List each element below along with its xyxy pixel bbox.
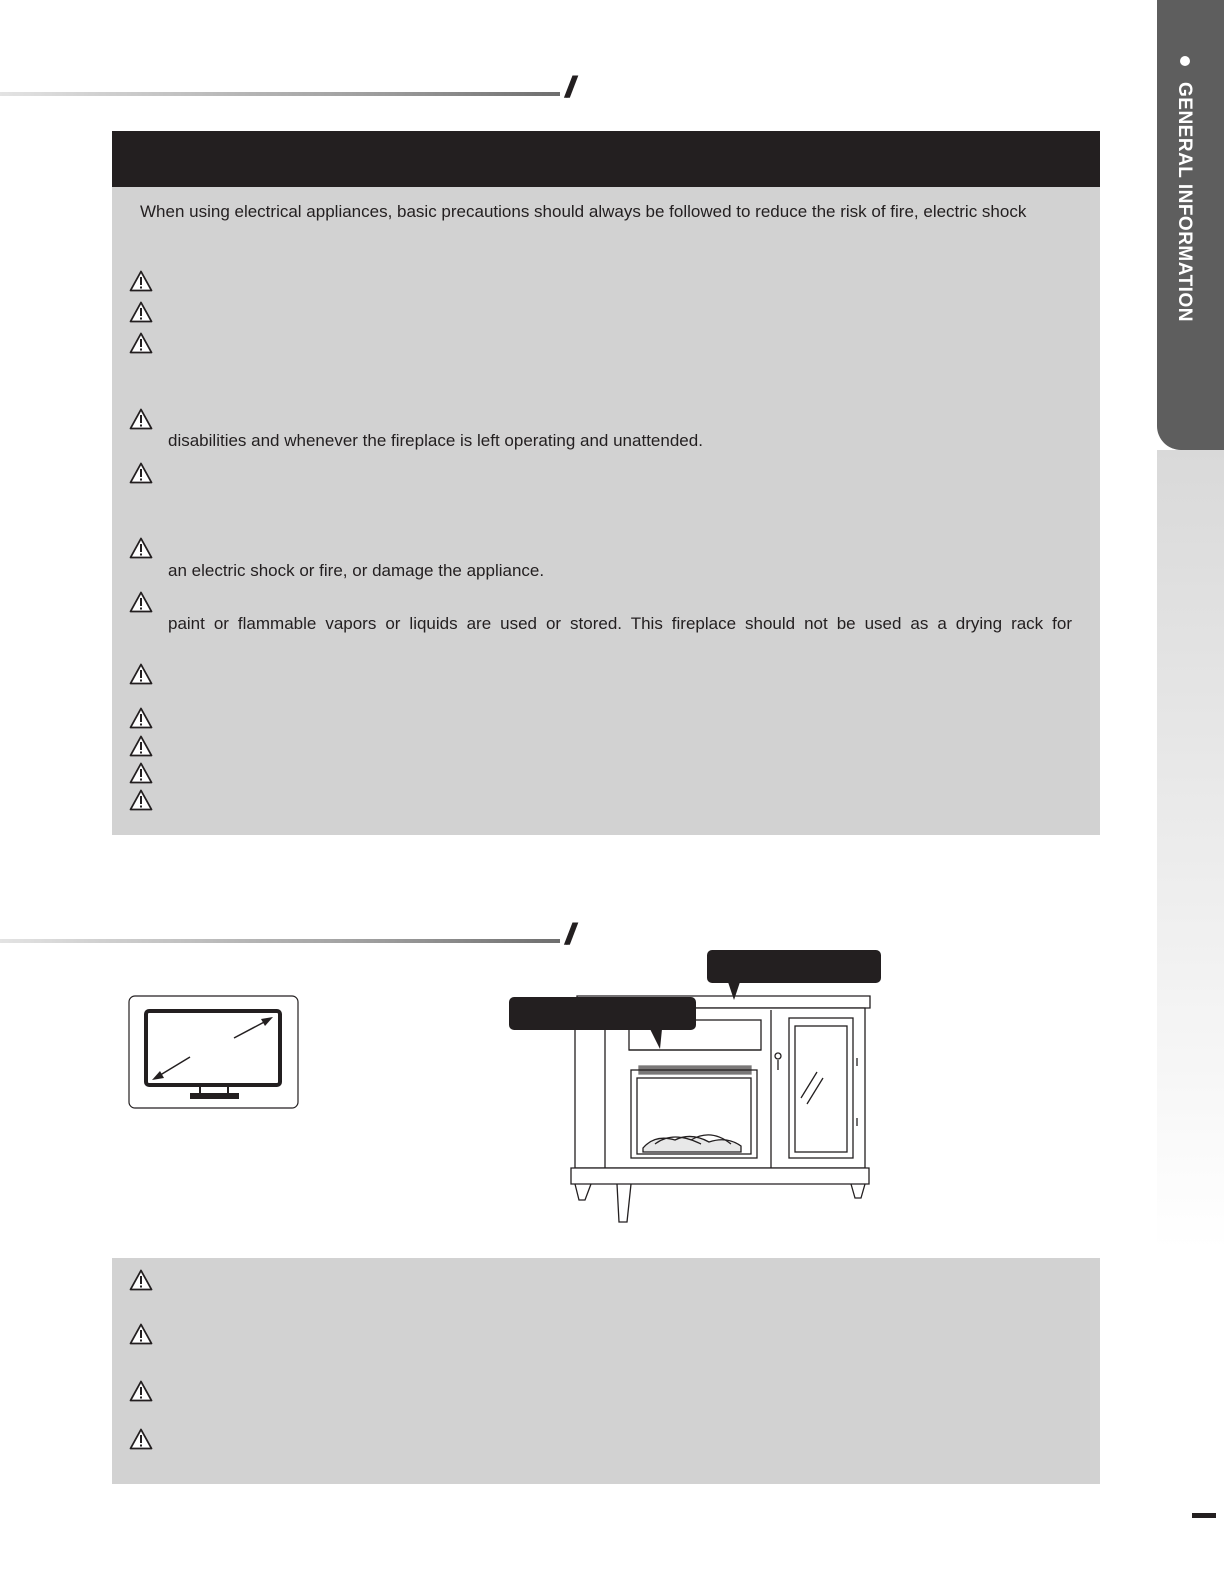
tv-screen-diagonal-icon bbox=[128, 995, 300, 1111]
warning-triangle-icon bbox=[129, 789, 153, 811]
page-marker bbox=[1192, 1513, 1216, 1518]
callout-top-surface bbox=[707, 950, 881, 983]
warning-triangle-icon bbox=[129, 707, 153, 729]
warning-triangle-icon bbox=[129, 591, 153, 613]
safety-line: paint or flammable vapors or liquids are used or stored. This fireplace should not be used as a drying rack for bbox=[168, 614, 1072, 633]
warning-triangle-icon bbox=[129, 735, 153, 757]
warning-triangle-icon bbox=[129, 332, 153, 354]
safety-line: disabilities and whenever the fireplace is left operating and unattended. bbox=[168, 431, 703, 450]
section-rule-bottom bbox=[0, 939, 560, 943]
safety-line: an electric shock or fire, or damage the appliance. bbox=[168, 561, 545, 580]
callout-shelf bbox=[509, 997, 696, 1030]
warning-triangle-icon bbox=[129, 537, 153, 559]
warning-triangle-icon bbox=[129, 408, 153, 430]
side-tab-label: GENERAL INFORMATION bbox=[1174, 82, 1195, 322]
safety-intro: When using electrical appliances, basic precautions should always be followed to reduce the risk of fire, electric shock bbox=[140, 202, 1027, 221]
warning-triangle-icon bbox=[129, 270, 153, 292]
callout-pointer-icon bbox=[726, 982, 742, 1000]
bullet-icon bbox=[1180, 56, 1190, 66]
bottom-warning-panel bbox=[112, 1258, 1100, 1484]
warning-triangle-icon bbox=[129, 462, 153, 484]
warning-triangle-icon bbox=[129, 663, 153, 685]
side-tab-shadow bbox=[1157, 450, 1224, 1250]
safety-panel bbox=[112, 131, 1100, 835]
double-slash-icon: // bbox=[565, 71, 570, 104]
warning-triangle-icon bbox=[129, 1428, 153, 1450]
section-rule-top bbox=[0, 92, 560, 96]
warning-triangle-icon bbox=[129, 762, 153, 784]
warning-triangle-icon bbox=[129, 1269, 153, 1291]
safety-panel-header bbox=[112, 131, 1100, 187]
warning-triangle-icon bbox=[129, 1323, 153, 1345]
warning-triangle-icon bbox=[129, 301, 153, 323]
callout-pointer-icon bbox=[648, 1029, 664, 1049]
fireplace-media-console-illustration bbox=[505, 948, 885, 1230]
double-slash-icon: // bbox=[565, 918, 570, 951]
warning-triangle-icon bbox=[129, 1380, 153, 1402]
